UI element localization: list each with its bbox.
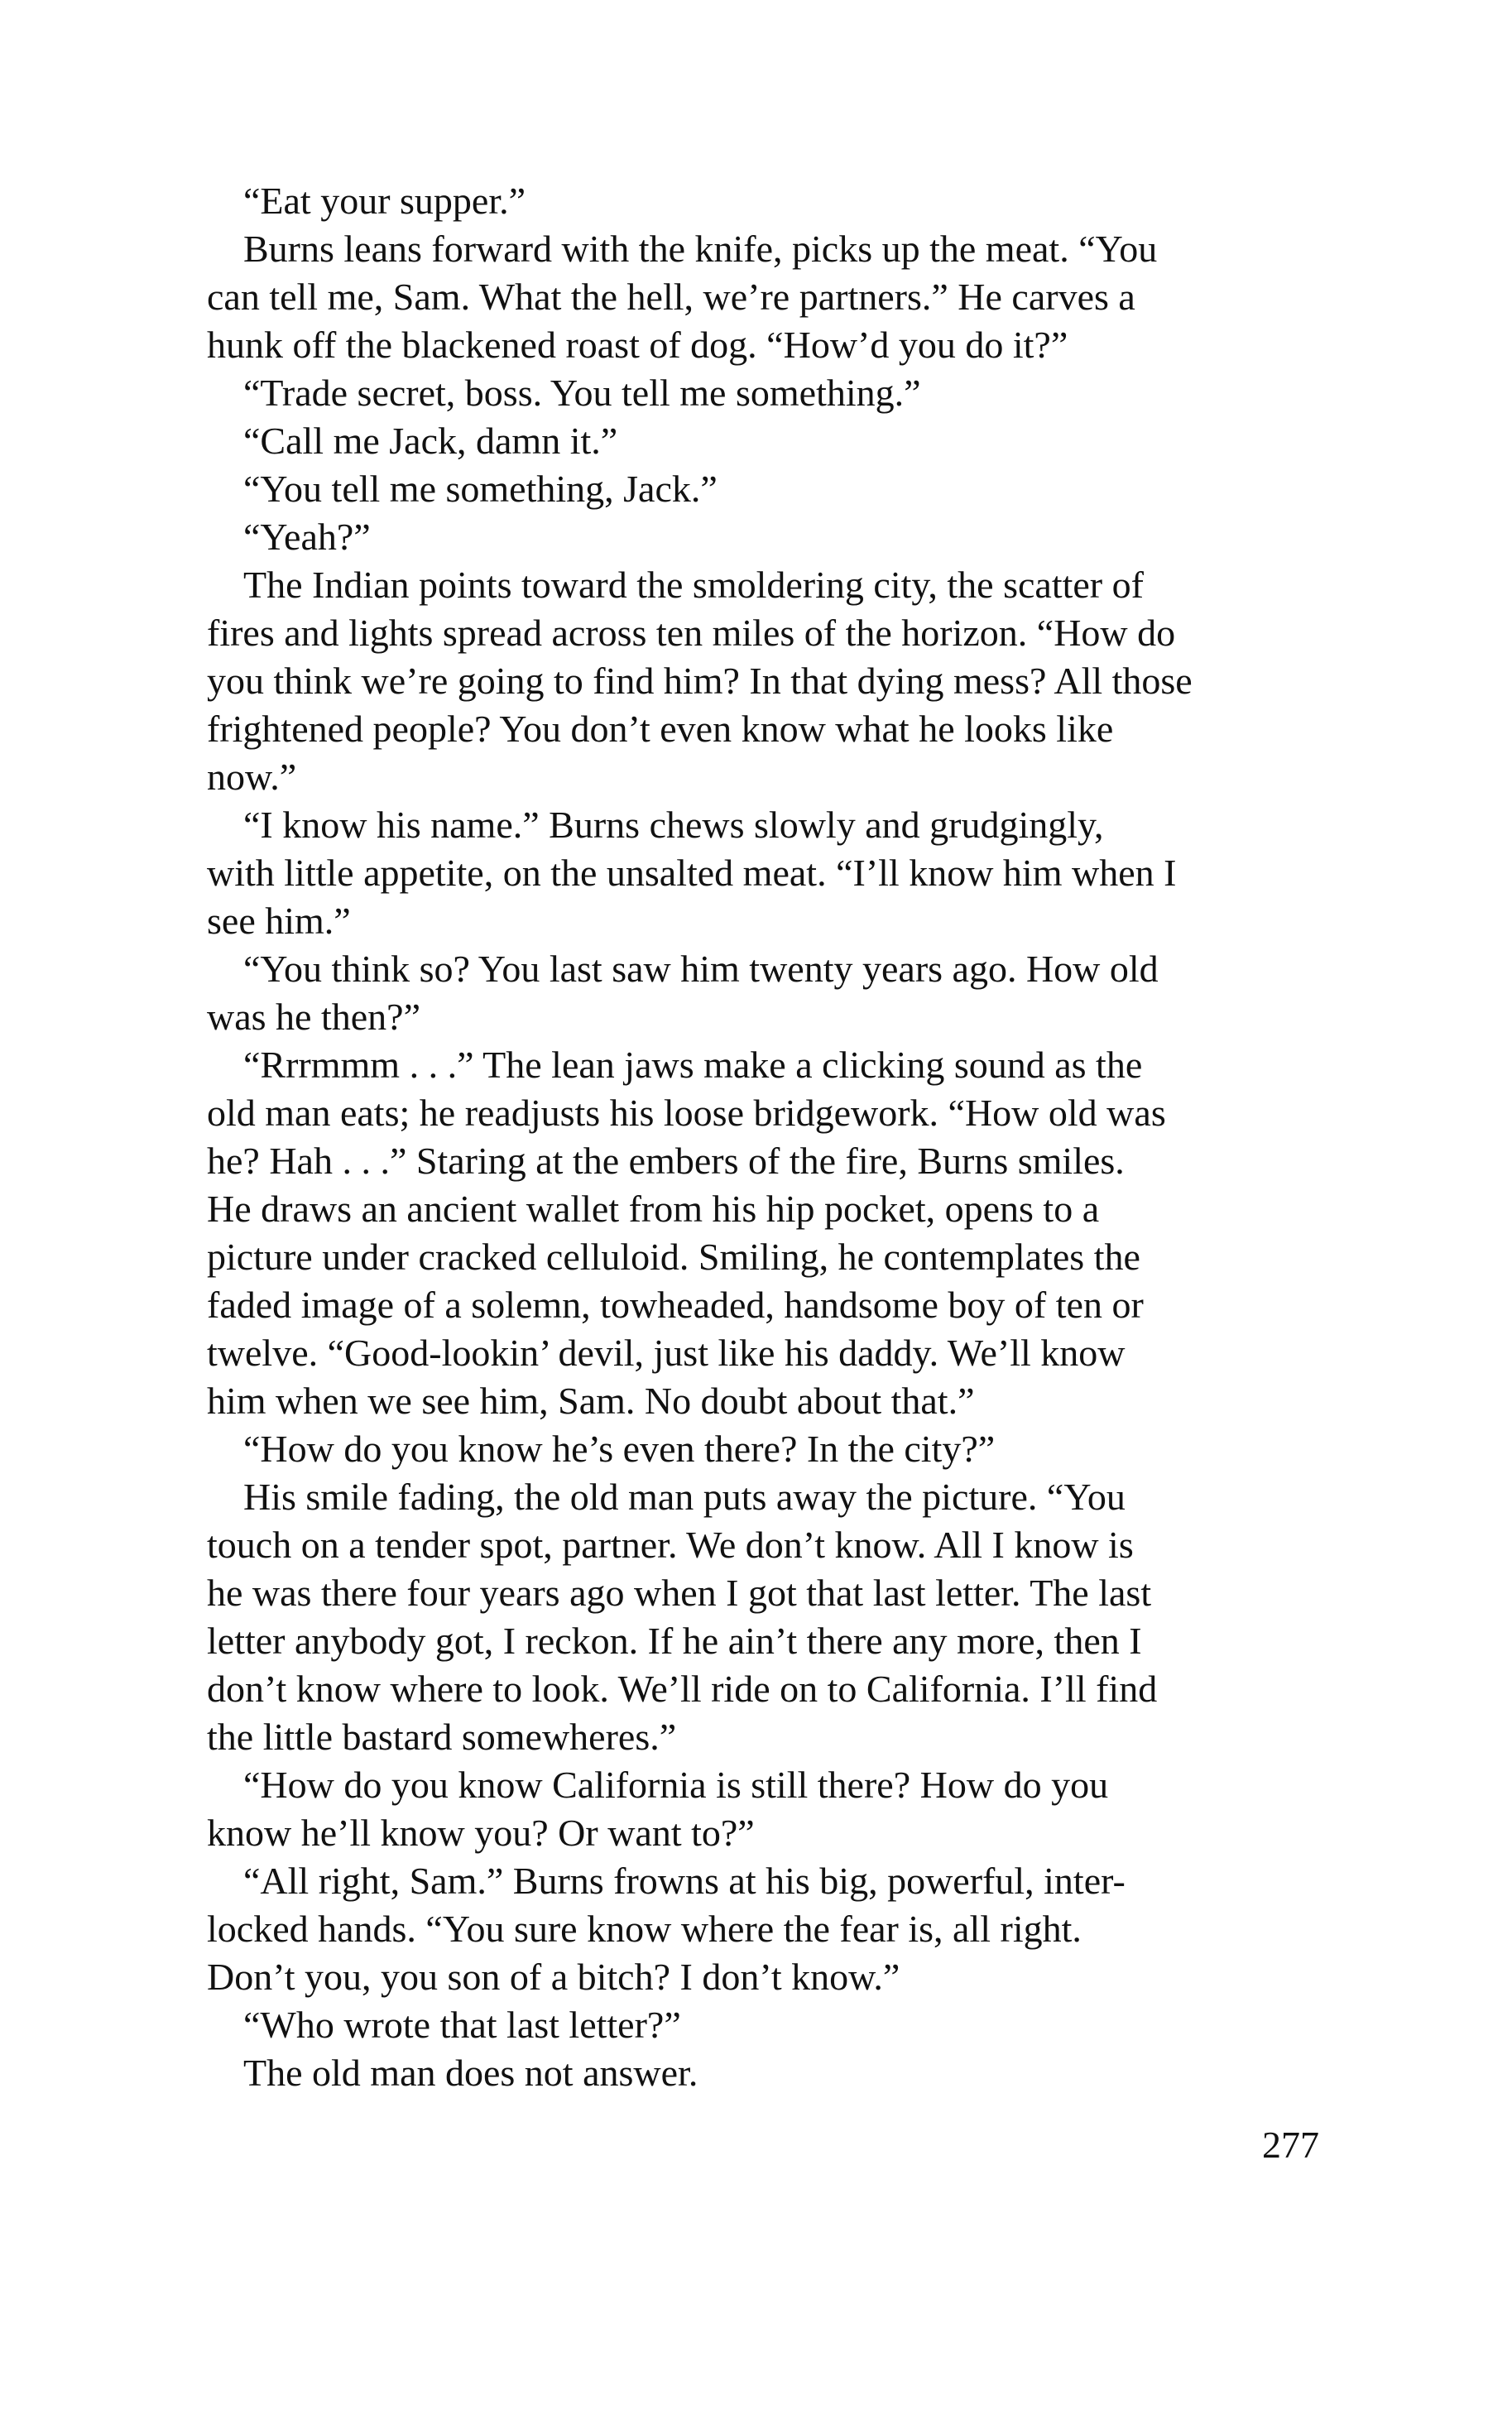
text-line: “How do you know California is still there? How do you [243, 1764, 1109, 1806]
text-line: locked hands. “You sure know where the fear is, all right. [207, 1908, 1082, 1950]
text-line: “How do you know he’s even there? In the city?” [243, 1428, 996, 1470]
text-line: twelve. “Good-lookin’ devil, just like his daddy. We’ll know [207, 1332, 1126, 1374]
text-line: The old man does not answer. [243, 2052, 698, 2094]
text-line: letter anybody got, I reckon. If he ain’t there any more, then I [207, 1620, 1142, 1662]
text-line: with little appetite, on the unsalted meat. “I’ll know him when I [207, 852, 1177, 894]
text-line: picture under cracked celluloid. Smiling, he contemplates the [207, 1236, 1140, 1278]
text-line: “You think so? You last saw him twenty years ago. How old [243, 948, 1159, 990]
text-line: “Trade secret, boss. You tell me something.” [243, 372, 921, 414]
text-line: He draws an ancient wallet from his hip pocket, opens to a [207, 1188, 1100, 1230]
text-line: fires and lights spread across ten miles of the horizon. “How do [207, 612, 1176, 654]
text-line: the little bastard somewheres.” [207, 1716, 677, 1758]
text-line: him when we see him, Sam. No doubt about that.” [207, 1380, 975, 1422]
text-line: frightened people? You don’t even know what he looks like [207, 708, 1114, 750]
text-line: touch on a tender spot, partner. We don’t know. All I know is [207, 1524, 1134, 1566]
text-line: “Yeah?” [243, 516, 371, 558]
text-line: “Call me Jack, damn it.” [243, 420, 618, 462]
text-line: was he then?” [207, 996, 420, 1038]
text-line: old man eats; he readjusts his loose bridgework. “How old was [207, 1092, 1166, 1134]
text-line: “Rrrmmm . . .” The lean jaws make a clicking sound as the [243, 1044, 1143, 1086]
page-number: 277 [1262, 2124, 1319, 2166]
text-line: he? Hah . . .” Staring at the embers of the fire, Burns smiles. [207, 1140, 1125, 1182]
text-line: “All right, Sam.” Burns frowns at his big, powerful, inter- [243, 1860, 1126, 1902]
text-line: “Who wrote that last letter?” [243, 2004, 681, 2046]
text-line: now.” [207, 756, 297, 798]
text-line: “I know his name.” Burns chews slowly and grudgingly, [243, 804, 1104, 846]
text-line: “You tell me something, Jack.” [243, 468, 718, 510]
text-line: know he’ll know you? Or want to?” [207, 1812, 755, 1854]
text-line: can tell me, Sam. What the hell, we’re partners.” He carves a [207, 276, 1135, 318]
text-line: you think we’re going to find him? In that dying mess? All those [207, 660, 1193, 702]
text-line: don’t know where to look. We’ll ride on to California. I’ll find [207, 1668, 1158, 1710]
text-line: hunk off the blackened roast of dog. “How’d you do it?” [207, 324, 1068, 366]
text-line: The Indian points toward the smoldering city, the scatter of [243, 564, 1144, 606]
text-line: see him.” [207, 900, 351, 942]
text-line: “Eat your supper.” [243, 180, 526, 222]
text-line: Burns leans forward with the knife, picks up the meat. “You [243, 228, 1158, 270]
text-line: faded image of a solemn, towheaded, handsome boy of ten or [207, 1284, 1144, 1326]
text-line: Don’t you, you son of a bitch? I don’t know.” [207, 1956, 900, 1998]
text-line: he was there four years ago when I got that last letter. The last [207, 1572, 1152, 1614]
text-line: His smile fading, the old man puts away the picture. “You [243, 1476, 1126, 1518]
